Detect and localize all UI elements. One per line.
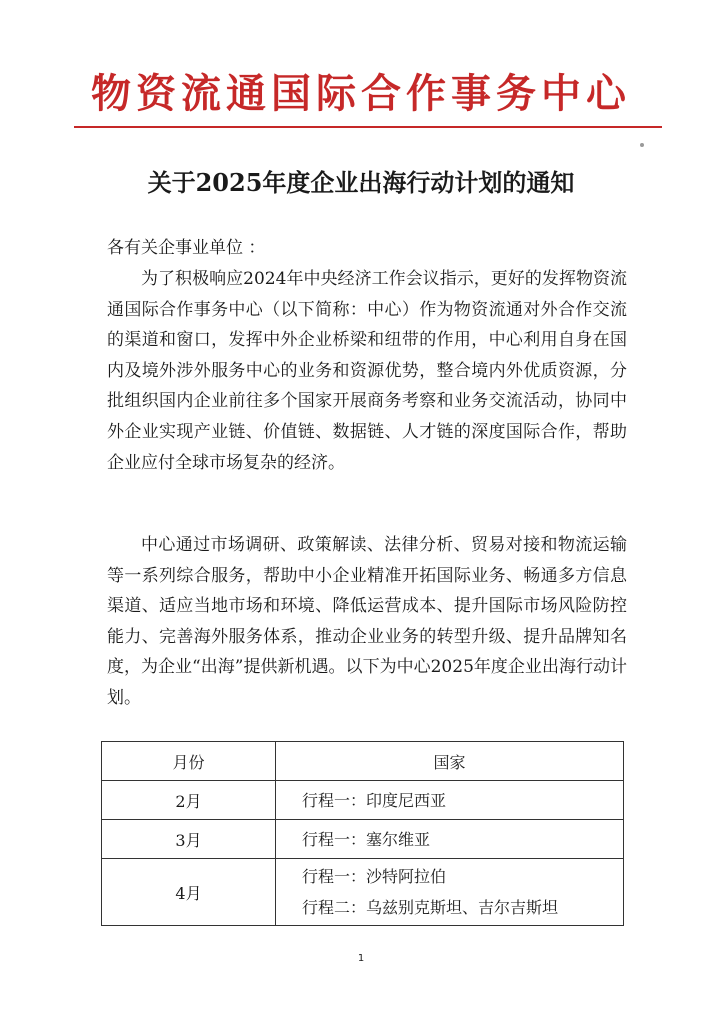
scan-speck	[640, 143, 644, 147]
table-row	[102, 820, 624, 859]
table-row	[102, 781, 624, 820]
trip-line: 行程二：乌兹别克斯坦、吉尔吉斯坦	[302, 898, 559, 917]
header-country: 国家	[276, 742, 624, 781]
month-cell: 3月	[102, 820, 276, 859]
header-red-rule	[74, 126, 662, 128]
table-row	[102, 859, 624, 926]
header-month: 月份	[102, 742, 276, 781]
month-cell: 4月	[102, 859, 276, 926]
trip-line: 行程一：塞尔维亚	[302, 829, 431, 849]
country-cell	[276, 820, 624, 859]
organization-name: 物资流通国际合作事务中心	[91, 71, 631, 117]
plan-table	[101, 741, 624, 926]
month-cell: 2月	[102, 781, 276, 820]
paragraph-1: 为了积极响应2024年中央经济工作会议指示，更好的发挥物资流通国际合作事务中心（以下简称：中心）作为物资流通对外合作交流的渠道和窗口，发挥中外企业桥梁和纽带的作用，中心利用自身在国内及境外涉外服务中心的业务和资源优势，整合境内外优质资源，分批组织国内企业前往多个国家开展商务考察和业务交流活动，协同中外企业实现产业链、价值链、数据链、人才链的深度国际合作，帮助企业应付全球市场复杂的经济。	[107, 269, 627, 473]
salutation: 各有关企事业单位 ：	[107, 238, 266, 258]
trip-line: 行程一：印度尼西亚	[302, 790, 447, 810]
country-cell	[276, 781, 624, 820]
trip-line: 行程一：沙特阿拉伯	[302, 867, 447, 886]
country-cell	[276, 859, 624, 926]
notice-title: 关于2025年度企业出海行动计划的通知	[147, 168, 575, 197]
table-header-row	[102, 742, 624, 781]
paragraph-2: 中心通过市场调研、政策解读、法律分析、贸易对接和物流运输等一系列综合服务，帮助中小企业精准开拓国际业务、畅通多方信息渠道、适应当地市场和环境、降低运营成本、提升国际市场风险防控能力、完善海外服务体系，推动企业业务的转型升级、提升品牌知名度，为企业“出海”提供新机遇。以下为中心2025年度企业出海行动计划。	[107, 535, 627, 708]
page-number: 1	[357, 953, 365, 964]
